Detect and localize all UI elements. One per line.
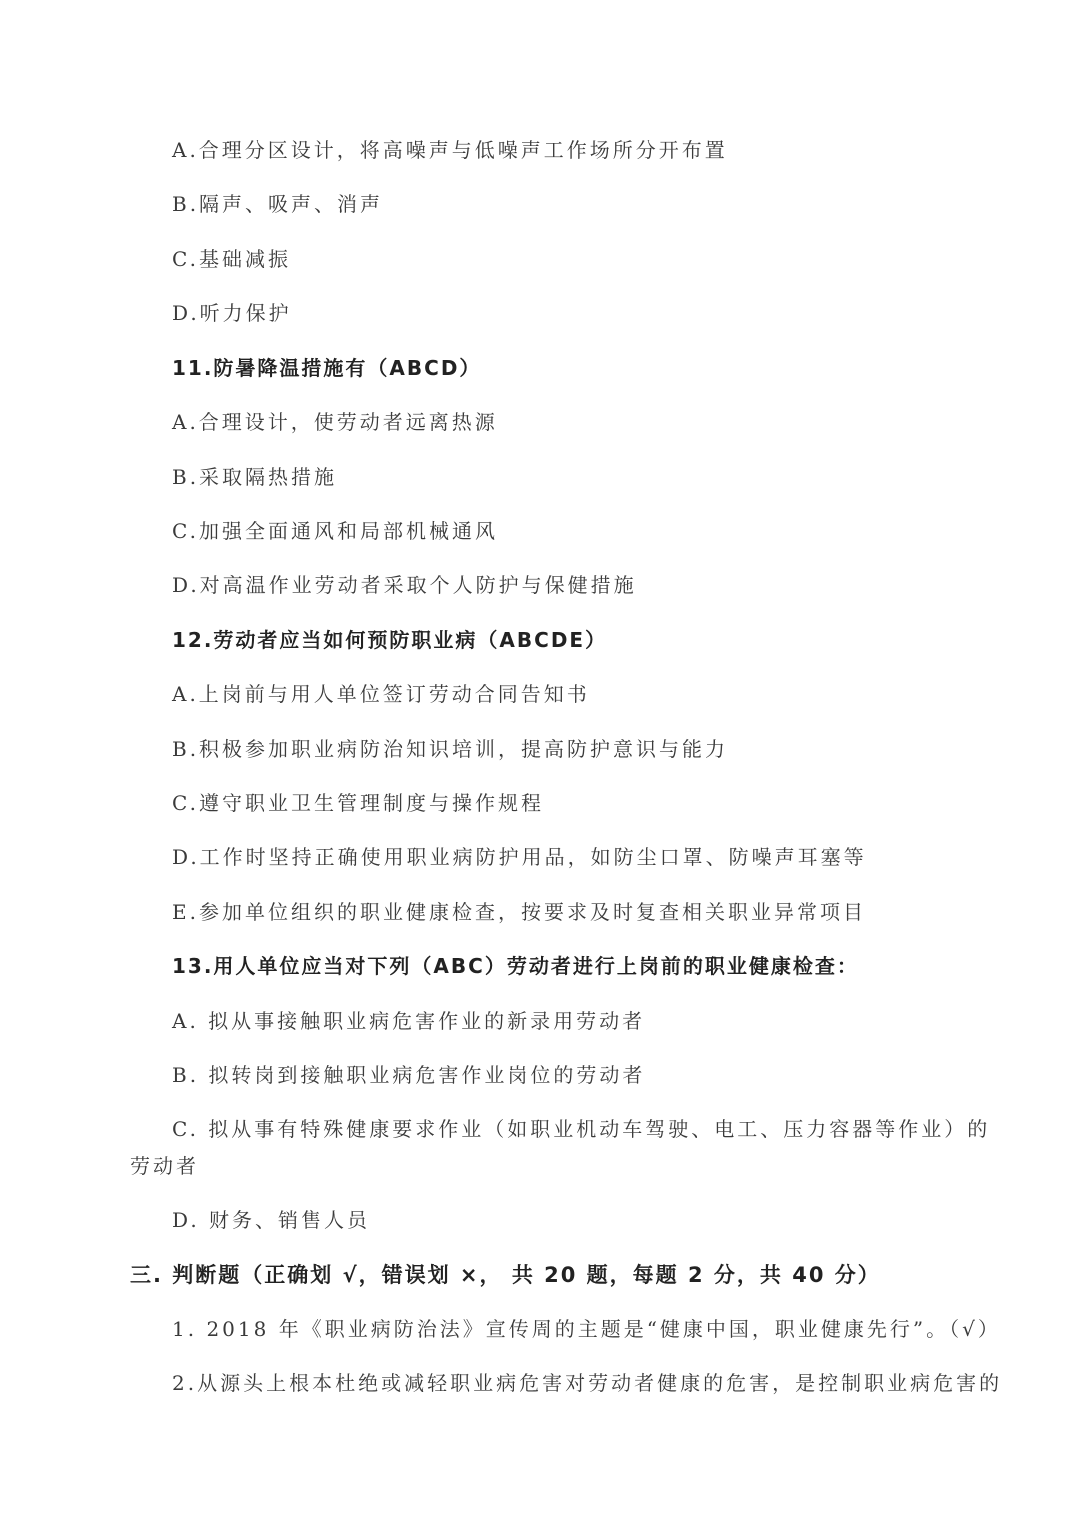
q12-option-e: E.参加单位组织的职业健康检查，按要求及时复查相关职业异常项目 — [172, 900, 866, 924]
q11-title: 11.防暑降温措施有（ABCD） — [172, 356, 482, 380]
q10-option-b: B.隔声、吸声、消声 — [172, 192, 384, 216]
q12-option-c: C.遵守职业卫生管理制度与操作规程 — [172, 791, 544, 815]
tf-question-2: 2.从源头上根本杜绝或减轻职业病危害对劳动者健康的危害，是控制职业病危害的 — [172, 1371, 1003, 1395]
q11-option-a: A.合理设计，使劳动者远离热源 — [172, 410, 498, 434]
q13-option-c: C. 拟从事有特殊健康要求作业（如职业机动车驾驶、电工、压力容器等作业）的 — [172, 1117, 991, 1141]
q11-option-c: C.加强全面通风和局部机械通风 — [172, 519, 498, 543]
tf-question-1: 1. 2018 年《职业病防治法》宣传周的主题是“健康中国，职业健康先行”。（√） — [172, 1317, 1001, 1341]
q10-option-a: A.合理分区设计，将高噪声与低噪声工作场所分开布置 — [172, 138, 728, 162]
q13-option-d: D. 财务、销售人员 — [172, 1208, 371, 1232]
q13-option-b: B. 拟转岗到接触职业病危害作业岗位的劳动者 — [172, 1063, 646, 1087]
q12-title: 12.劳动者应当如何预防职业病（ABCDE） — [172, 628, 608, 652]
q12-option-a: A.上岗前与用人单位签订劳动合同告知书 — [172, 682, 590, 706]
q10-option-c: C.基础减振 — [172, 247, 291, 271]
q13-option-c-continuation: 劳动者 — [130, 1154, 199, 1178]
section-3-title: 三. 判断题（正确划 √，错误划 ×， 共 20 题，每题 2 分，共 40 分） — [130, 1263, 881, 1287]
q12-option-b: B.积极参加职业病防治知识培训，提高防护意识与能力 — [172, 737, 729, 761]
q11-option-b: B.采取隔热措施 — [172, 465, 338, 489]
q11-option-d: D.对高温作业劳动者采取个人防护与保健措施 — [172, 573, 637, 597]
q13-option-a: A. 拟从事接触职业病危害作业的新录用劳动者 — [172, 1009, 646, 1033]
q10-option-d: D.听力保护 — [172, 301, 292, 325]
q13-title: 13.用人单位应当对下列（ABC）劳动者进行上岗前的职业健康检查： — [172, 954, 859, 978]
q12-option-d: D.工作时坚持正确使用职业病防护用品，如防尘口罩、防噪声耳塞等 — [172, 845, 867, 869]
